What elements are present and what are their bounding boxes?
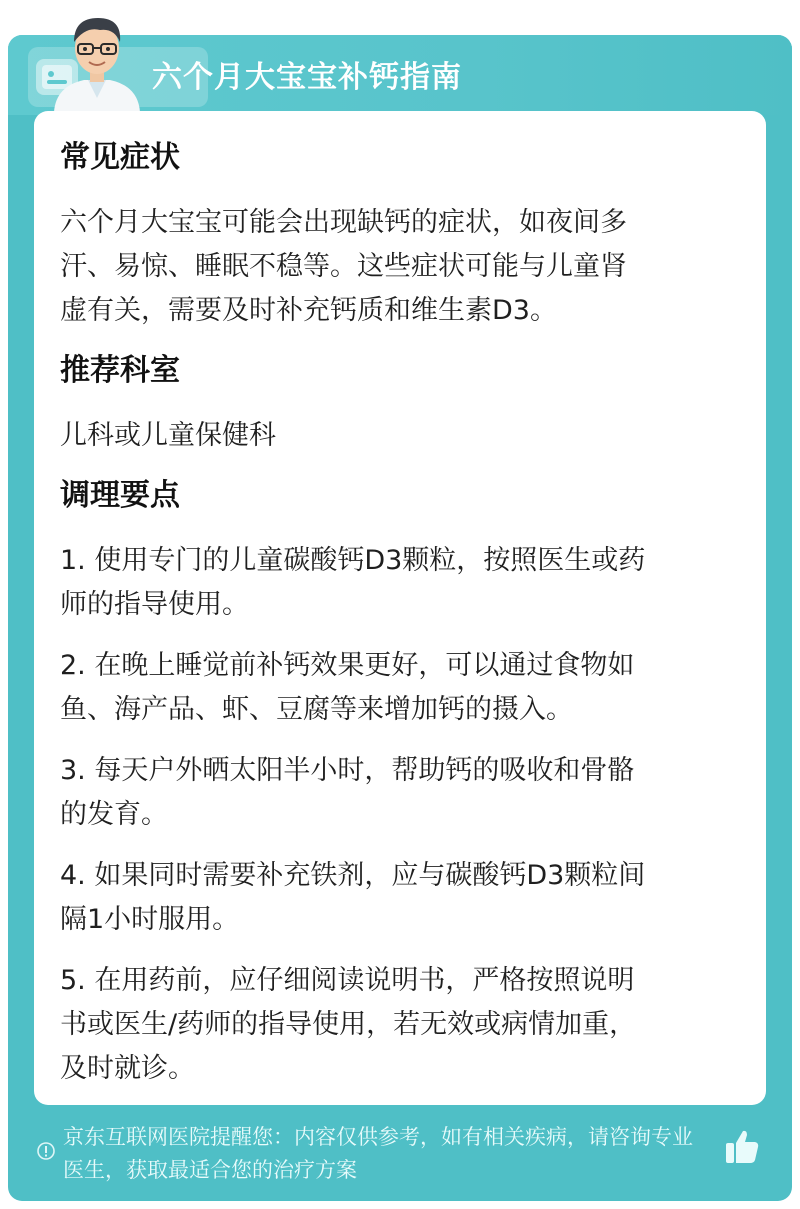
page-title: 六个月大宝宝补钙指南 bbox=[152, 60, 462, 95]
department-text: 儿科或儿童保健科 bbox=[60, 420, 276, 451]
care-item bbox=[60, 854, 740, 942]
care-item-line: 师的指导使用。 bbox=[60, 589, 249, 620]
care-item-line: 的发育。 bbox=[60, 799, 168, 830]
care-item bbox=[60, 644, 740, 732]
care-item bbox=[60, 749, 740, 837]
thumbs-up-icon[interactable] bbox=[724, 1127, 760, 1167]
symptoms-line: 汗、易惊、睡眠不稳等。这些症状可能与儿童肾 bbox=[60, 251, 627, 282]
care-item-line: 4. 如果同时需要补充铁剂，应与碳酸钙D3颗粒间 bbox=[60, 860, 646, 891]
care-item-line: 1. 使用专门的儿童碳酸钙D3颗粒，按照医生或药 bbox=[60, 545, 646, 576]
care-item-line: 及时就诊。 bbox=[60, 1053, 195, 1084]
footer-line: 京东互联网医院提醒您：内容仅供参考，如有相关疾病，请咨询专业 bbox=[63, 1125, 693, 1149]
footer-line: 医生，获取最适合您的治疗方案 bbox=[63, 1158, 357, 1182]
care-item-line: 隔1小时服用。 bbox=[60, 904, 240, 935]
care-title: 调理要点 bbox=[60, 478, 180, 513]
care-item-line: 鱼、海产品、虾、豆腐等来增加钙的摄入。 bbox=[60, 694, 573, 725]
card-content bbox=[60, 137, 740, 1091]
doctor-avatar bbox=[44, 8, 150, 112]
department-title: 推荐科室 bbox=[60, 353, 180, 388]
care-item-line: 2. 在晚上睡觉前补钙效果更好，可以通过食物如 bbox=[60, 650, 635, 681]
care-item bbox=[60, 959, 740, 1091]
info-icon bbox=[36, 1141, 56, 1161]
content-card bbox=[34, 111, 766, 1105]
symptoms-line: 六个月大宝宝可能会出现缺钙的症状，如夜间多 bbox=[60, 207, 627, 238]
footer-text bbox=[63, 1121, 728, 1187]
symptoms-title: 常见症状 bbox=[60, 140, 180, 175]
symptoms-line: 虚有关，需要及时补充钙质和维生素D3。 bbox=[60, 295, 557, 326]
care-item-line: 3. 每天户外晒太阳半小时，帮助钙的吸收和骨骼 bbox=[60, 755, 635, 786]
care-item bbox=[60, 539, 740, 627]
care-item-line: 书或医生/药师的指导使用，若无效或病情加重， bbox=[60, 1009, 637, 1040]
care-item-line: 5. 在用药前，应仔细阅读说明书，严格按照说明 bbox=[60, 965, 635, 996]
footer-disclaimer bbox=[8, 1107, 792, 1201]
